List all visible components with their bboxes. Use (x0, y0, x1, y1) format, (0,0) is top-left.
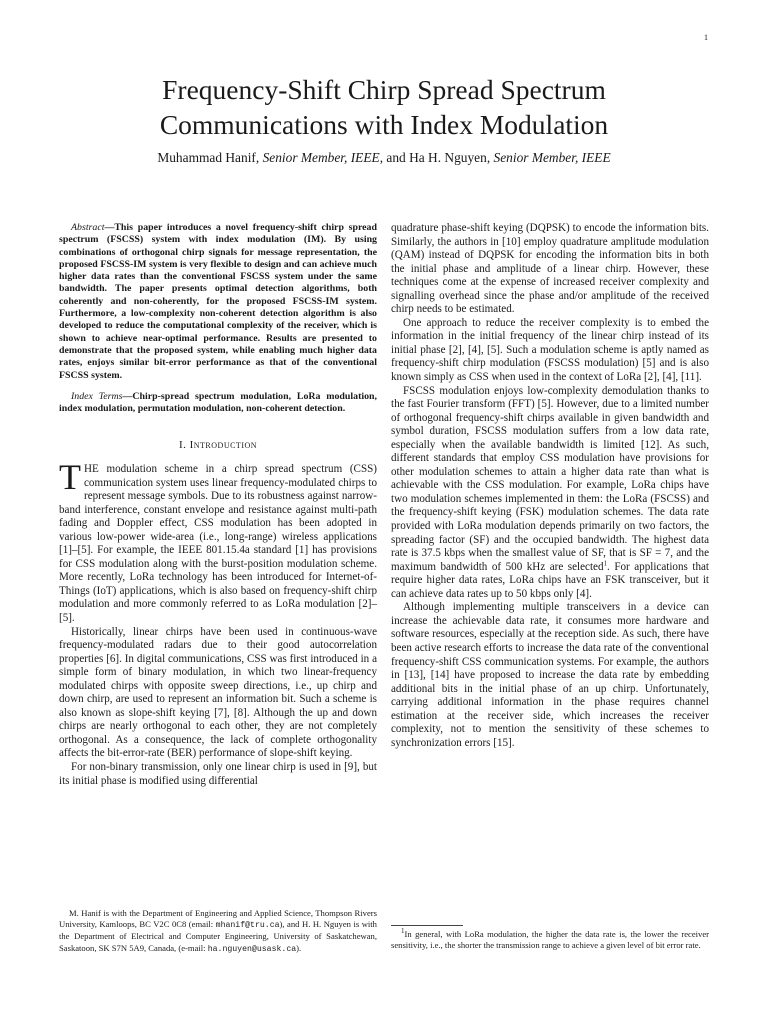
title-line-1: Frequency-Shift Chirp Spread Spectrum (162, 74, 606, 105)
right-paragraph-3-text-b: . For applications that require higher data rates, LoRa chips have an FSK transceiver, but it can achieve data rates up to 50 kbps only [4]. (391, 560, 709, 600)
affiliation-text-2: ), and H. H. Nguyen is with the Department of Electrical and Computer Engineering, University of Saskatchewan, Saskatoon, SK S7N 5A9, Canada, (e-mail: (59, 919, 377, 953)
section-heading-introduction: I. Introduction (178, 439, 258, 452)
email-link-nguyen[interactable]: ha.nguyen@usask.ca (207, 944, 297, 954)
email-link-hanif[interactable]: mhanif@tru.ca (215, 921, 280, 931)
drop-cap: T (59, 457, 81, 497)
title-line-2: Communications with Index Modulation (159, 109, 609, 140)
abstract-text: —This paper introduces a novel frequency-shift chirp spread spectrum (FSCSS) system with index modulation (IM). By using combinations of orthogonal chirp signals for message representation, the proposed FSCSS-IM system is very flexible to design and can achieve much higher data rates than the conventional FSCSS system under the same bandwidth. The paper presents optimal detection algorithms, both coherently and non-coherently, for the proposed FSCSS-IM system. Furthermore, a low-complexity non-coherent detection algorithm is also developed to reduce the computational complexity of the receiver, which is shown to achieve near-optimal performance. Results are presented to demonstrate that the proposed system, while enabling much higher data rates, enjoys similar bit-error performance as that of the conventional FSCSS system. (59, 222, 377, 381)
index-terms-text: —Chirp-spread spectrum modulation, LoRa modulation, index modulation, permutation modulation, non-coherent detection. (59, 390, 377, 415)
author-1-role: Senior Member, IEEE (262, 150, 380, 165)
paper-title (0, 72, 768, 142)
author-1-name: Muhammad Hanif, (157, 150, 263, 165)
affiliation-text-1: M. Hanif is with the Department of Engineering and Applied Science, Thompson Rivers University, Kamloops, BC V2C 0C8 (email: (59, 908, 377, 930)
index-terms (59, 391, 377, 416)
footnote-marker[interactable]: 1 (603, 558, 608, 567)
right-paragraph-3-text-a: FSCSS modulation enjoys low-complexity demodulation thanks to the fast Fourier transform (FFT) [5]. However, due to a limited number of orthogonal frequency-shift chirps available in given bandwidth and symbol duration, FSCSS modulation suffers from a low data rate, especially when the available bandwidth is limited [12]. As such, different standards that employ CSS modulation have provisions for other modulation schemes to attain a higher data rate than what is achievable with the CSS modulation. For example, LoRa chips have two modulation schemes implemented in them: the LoRa (FSCSS) and the frequency-shift keying (FSK) modulation schemes. The data rate provided with LoRa modulation depends primarily on two factors, the spreading factor (SF) and the occupied bandwidth. The highest data rate is 37.5 kbps when the smallest value of SF, that is SF = 7, and the maximum bandwidth of 500 kHz are selected (391, 384, 709, 573)
author-list (0, 150, 768, 166)
index-terms-label: Index Terms (71, 390, 123, 402)
right-paragraph-2: One approach to reduce the receiver complexity is to embed the information in the initial frequency of the linear chirp instead of its initial phase [2], [4], [5]. Such a modulation scheme is aptly named as frequency-shift chirp modulation (FSCSS modulation) [5] and is also known simply as CSS when used in the context of LoRa [2], [4], [11]. (391, 316, 709, 384)
affiliation-text-3: ). (296, 942, 302, 953)
data-rate-footnote (391, 929, 709, 951)
data-rate-footnote-text: In general, with LoRa modulation, the higher the data rate is, the lower the receiver sensitivity, i.e., the shorter the transmission range to achieve a given level of bit error rate. (391, 929, 709, 951)
intro-paragraph-1 (59, 457, 377, 626)
right-paragraph-1: quadrature phase-shift keying (DQPSK) to encode the information bits. Similarly, the authors in [10] employ quadrature amplitude modulation (QAM) instead of DQPSK for encoding the information bits in both the initial phase and amplitude of a linear chirp. However, these techniques come at the expense of increased receiver complexity and signalling overhead since the phase and/or amplitude of the received chirp needs to be estimated. (391, 222, 709, 316)
intro-paragraph-3: For non-binary transmission, only one linear chirp is used in [9], but its initial phase is modified using differential (59, 761, 377, 787)
right-column (391, 222, 709, 750)
author-affiliation-footnote (59, 908, 377, 955)
left-column (59, 222, 377, 788)
footnote-mark: 1 (401, 927, 405, 936)
abstract-label: Abstract (71, 222, 105, 233)
intro-paragraph-1-text: HE modulation scheme in a chirp spread spectrum (CSS) communication system uses linear frequency-modulated chirps to represent message symbols. Due to its robustness against narrow-band interference, constant envelope and resistance against multi-path fading and Doppler effect, CSS modulation has been adopted in various low-power wide-area (i.e., long-range) wireless applications [1]–[5]. For example, the IEEE 801.15.4a standard [1] has provisions for CSS modulation along with the burst-position modulation scheme. More recently, LoRa technology has been introduced for Internet-of-Things (IoT) applications, which is also based on frequency-shift chirp modulation and more commonly referred to as LoRa modulation [2]–[5]. (59, 463, 377, 625)
footnote-rule-right (391, 925, 463, 926)
intro-paragraph-2: Historically, linear chirps have been used in continuous-wave frequency-modulated radars due to their good autocorrelation properties [6]. In digital communications, CSS was first introduced in a simple form of binary modulation, in which two linear-frequency modulated chirps with opposite sweep directions, i.e., up chirp and down chirp, are used to represent an information bit. Such a scheme is also known as slope-shift keying [7], [8]. Although the up and down chirps are nearly orthogonal to each other, they are not completely orthogonal. As a consequence, the lack of complete orthogonality affects the bit-error-rate (BER) performance of slope-shift keying. (59, 625, 377, 760)
author-connector: , and Ha H. Nguyen, (379, 150, 494, 165)
right-paragraph-4: Although implementing multiple transceivers in a device can increase the achievable data rate, it consumes more hardware and software resources, especially at the reception side. As such, there have been active research efforts to increase the data rate of the conventional frequency-shift CSS communication systems. For example, the authors in [13], [14] have proposed to increase the data rate by embedding additional bits in the initial phase of an up chirp. Unfortunately, carrying additional information in the phase requires channel estimation at the receiver side, which increases the receiver complexity, not to mention the sensitivity of these schemes to synchronization errors [15]. (391, 601, 709, 749)
author-2-role: Senior Member, IEEE (493, 150, 611, 165)
abstract (59, 222, 377, 382)
page-number: 1 (704, 33, 708, 42)
right-paragraph-3 (391, 385, 709, 602)
